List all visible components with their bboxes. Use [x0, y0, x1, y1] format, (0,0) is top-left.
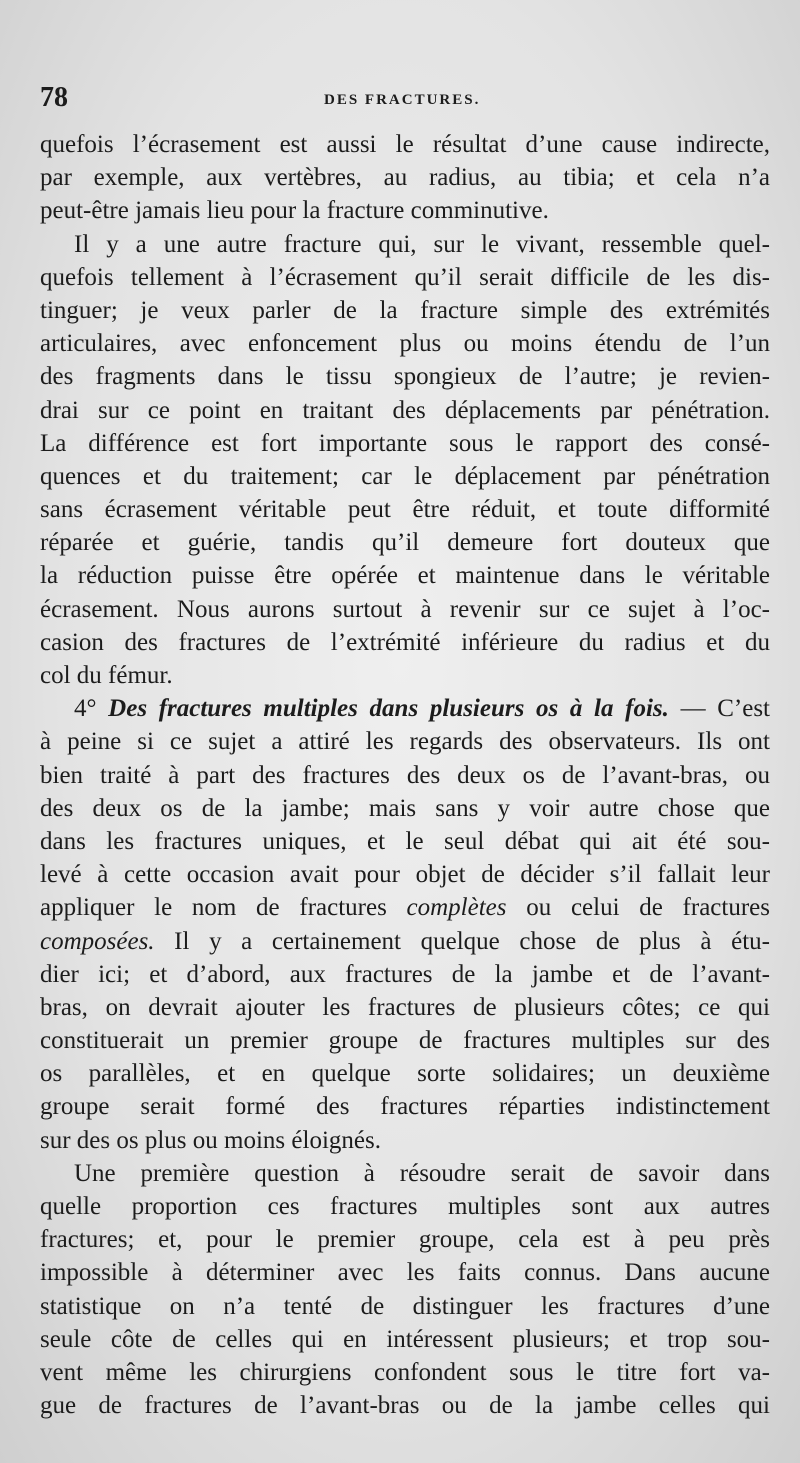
text-line: [40, 294, 770, 327]
line-text: des fragments dans le tissu spongieux de l’autre; je revien-: [40, 363, 770, 391]
line-text: quefois l’écrasement est aussi le résultat d’une cause indirecte,: [40, 131, 770, 158]
text-line: [40, 526, 770, 559]
body-text: [40, 128, 770, 1422]
line-text: Une première question à résoudre serait de savoir dans: [74, 1159, 770, 1187]
page-header: [40, 82, 760, 116]
line-text: quefois tellement à l’écrasement qu’il serait difficile de les dis-: [40, 263, 770, 291]
line-text: 4°: [74, 695, 109, 723]
text-line: [40, 1157, 770, 1190]
line-text: réparée et guérie, tandis qu’il demeure fort douteux que: [40, 529, 770, 557]
text-line: [40, 161, 770, 194]
line-text: statistique on n’a tenté de distinguer les fractures d’une: [40, 1292, 770, 1320]
line-text: Il y a une autre fracture qui, sur le vivant, ressemble quel-: [74, 230, 770, 258]
text-line: [40, 194, 770, 227]
line-text: sans écrasement véritable peut être réduit, et toute difformité: [40, 496, 770, 524]
section-title: Des fractures multiples dans plusieurs os à la fois.: [108, 695, 669, 723]
text-line: [40, 1256, 770, 1289]
line-text: bras, on devrait ajouter les fractures de plusieurs côtes; ce qui: [40, 993, 770, 1021]
text-line: [40, 1223, 770, 1256]
text-line: [40, 925, 770, 958]
line-text: à peine si ce sujet a attiré les regards des observateurs. Ils ont: [40, 728, 770, 756]
text-line: [40, 593, 770, 626]
line-text: écrasement. Nous aurons surtout à revenir sur ce sujet à l’oc-: [40, 595, 770, 623]
text-line: [40, 858, 770, 891]
text-line: [40, 427, 770, 460]
line-text: par exemple, aux vertèbres, au radius, au tibia; et cela n’a: [40, 164, 770, 192]
line-text: seule côte de celles qui en intéressent plusieurs; et trop sou-: [40, 1325, 770, 1353]
line-text: gue de fractures de l’avant-bras ou de la jambe celles qui: [40, 1392, 770, 1420]
text-line: [40, 626, 770, 659]
line-text: peut-être jamais lieu pour la fracture comminutive.: [40, 197, 549, 225]
text-line: [40, 659, 770, 692]
text-line: [40, 891, 770, 924]
text-line: [40, 1057, 770, 1090]
text-line: [40, 958, 770, 991]
line-text: col du fémur.: [40, 662, 173, 689]
line-text: vent même les chirurgiens confondent sous le titre fort va-: [40, 1358, 770, 1386]
text-line: [40, 128, 770, 161]
line-text: articulaires, avec enfoncement plus ou moins étendu de l’un: [40, 330, 770, 358]
text-line: [40, 1389, 770, 1422]
emphasis-text: composées.: [40, 927, 155, 955]
line-text: os parallèles, et en quelque sorte solidaires; un deuxième: [40, 1060, 770, 1088]
running-head: DES FRACTURES.: [324, 92, 481, 108]
line-text: appliquer le nom de fractures: [40, 894, 407, 922]
text-line: [40, 1356, 770, 1389]
line-text: la réduction puisse être opérée et maintenue dans le véritable: [40, 562, 770, 590]
line-text: quences et du traitement; car le déplacement par pénétration: [40, 462, 770, 490]
text-line: [40, 1190, 770, 1223]
text-line: [40, 692, 770, 725]
text-line: [40, 1024, 770, 1057]
line-text: dier ici; et d’abord, aux fractures de la jambe et de l’avant-: [40, 960, 770, 988]
text-line: [40, 360, 770, 393]
line-text: constituerait un premier groupe de fractures multiples sur des: [40, 1027, 770, 1055]
line-text: tinguer; je veux parler de la fracture simple des extrémités: [40, 296, 770, 324]
text-line: [40, 725, 770, 758]
line-text: groupe serait formé des fractures réparties indistinctement: [40, 1093, 770, 1121]
line-text: Il y a certainement quelque chose de plus à étu-: [154, 927, 770, 955]
line-text: bien traité à part des fractures des deux os de l’avant-bras, ou: [40, 761, 770, 789]
text-line: [40, 460, 770, 493]
line-text: levé à cette occasion avait pour objet de décider s’il fallait leur: [40, 861, 770, 889]
text-line: [40, 1090, 770, 1123]
line-text: fractures; et, pour le premier groupe, cela est à peu près: [40, 1226, 770, 1254]
text-line: [40, 493, 770, 526]
line-text: quelle proportion ces fractures multiples sont aux autres: [40, 1193, 770, 1220]
emphasis-text: complètes: [406, 894, 507, 922]
text-line: [40, 394, 770, 427]
text-line: [40, 792, 770, 825]
page-number: 78: [40, 82, 68, 113]
text-line: [40, 1124, 770, 1157]
line-text: dans les fractures uniques, et le seul débat qui ait été sou-: [40, 827, 770, 855]
line-text: La différence est fort importante sous le rapport des consé-: [40, 429, 770, 457]
line-text: drai sur ce point en traitant des déplacements par pénétration.: [40, 396, 770, 424]
text-line: [40, 759, 770, 792]
text-line: [40, 1323, 770, 1356]
line-text: — C’est: [668, 695, 771, 723]
text-line: [40, 559, 770, 592]
text-line: [40, 261, 770, 294]
line-text: des deux os de la jambe; mais sans y voir autre chose que: [40, 794, 770, 822]
line-text: sur des os plus ou moins éloignés.: [40, 1126, 381, 1154]
line-text: impossible à déterminer avec les faits connus. Dans aucune: [40, 1259, 770, 1287]
text-line: [40, 1290, 770, 1323]
text-line: [40, 228, 770, 261]
text-line: [40, 991, 770, 1024]
line-text: casion des fractures de l’extrémité inférieure du radius et du: [40, 628, 770, 656]
text-line: [40, 327, 770, 360]
text-line: [40, 825, 770, 858]
line-text: ou celui de fractures: [506, 894, 770, 922]
